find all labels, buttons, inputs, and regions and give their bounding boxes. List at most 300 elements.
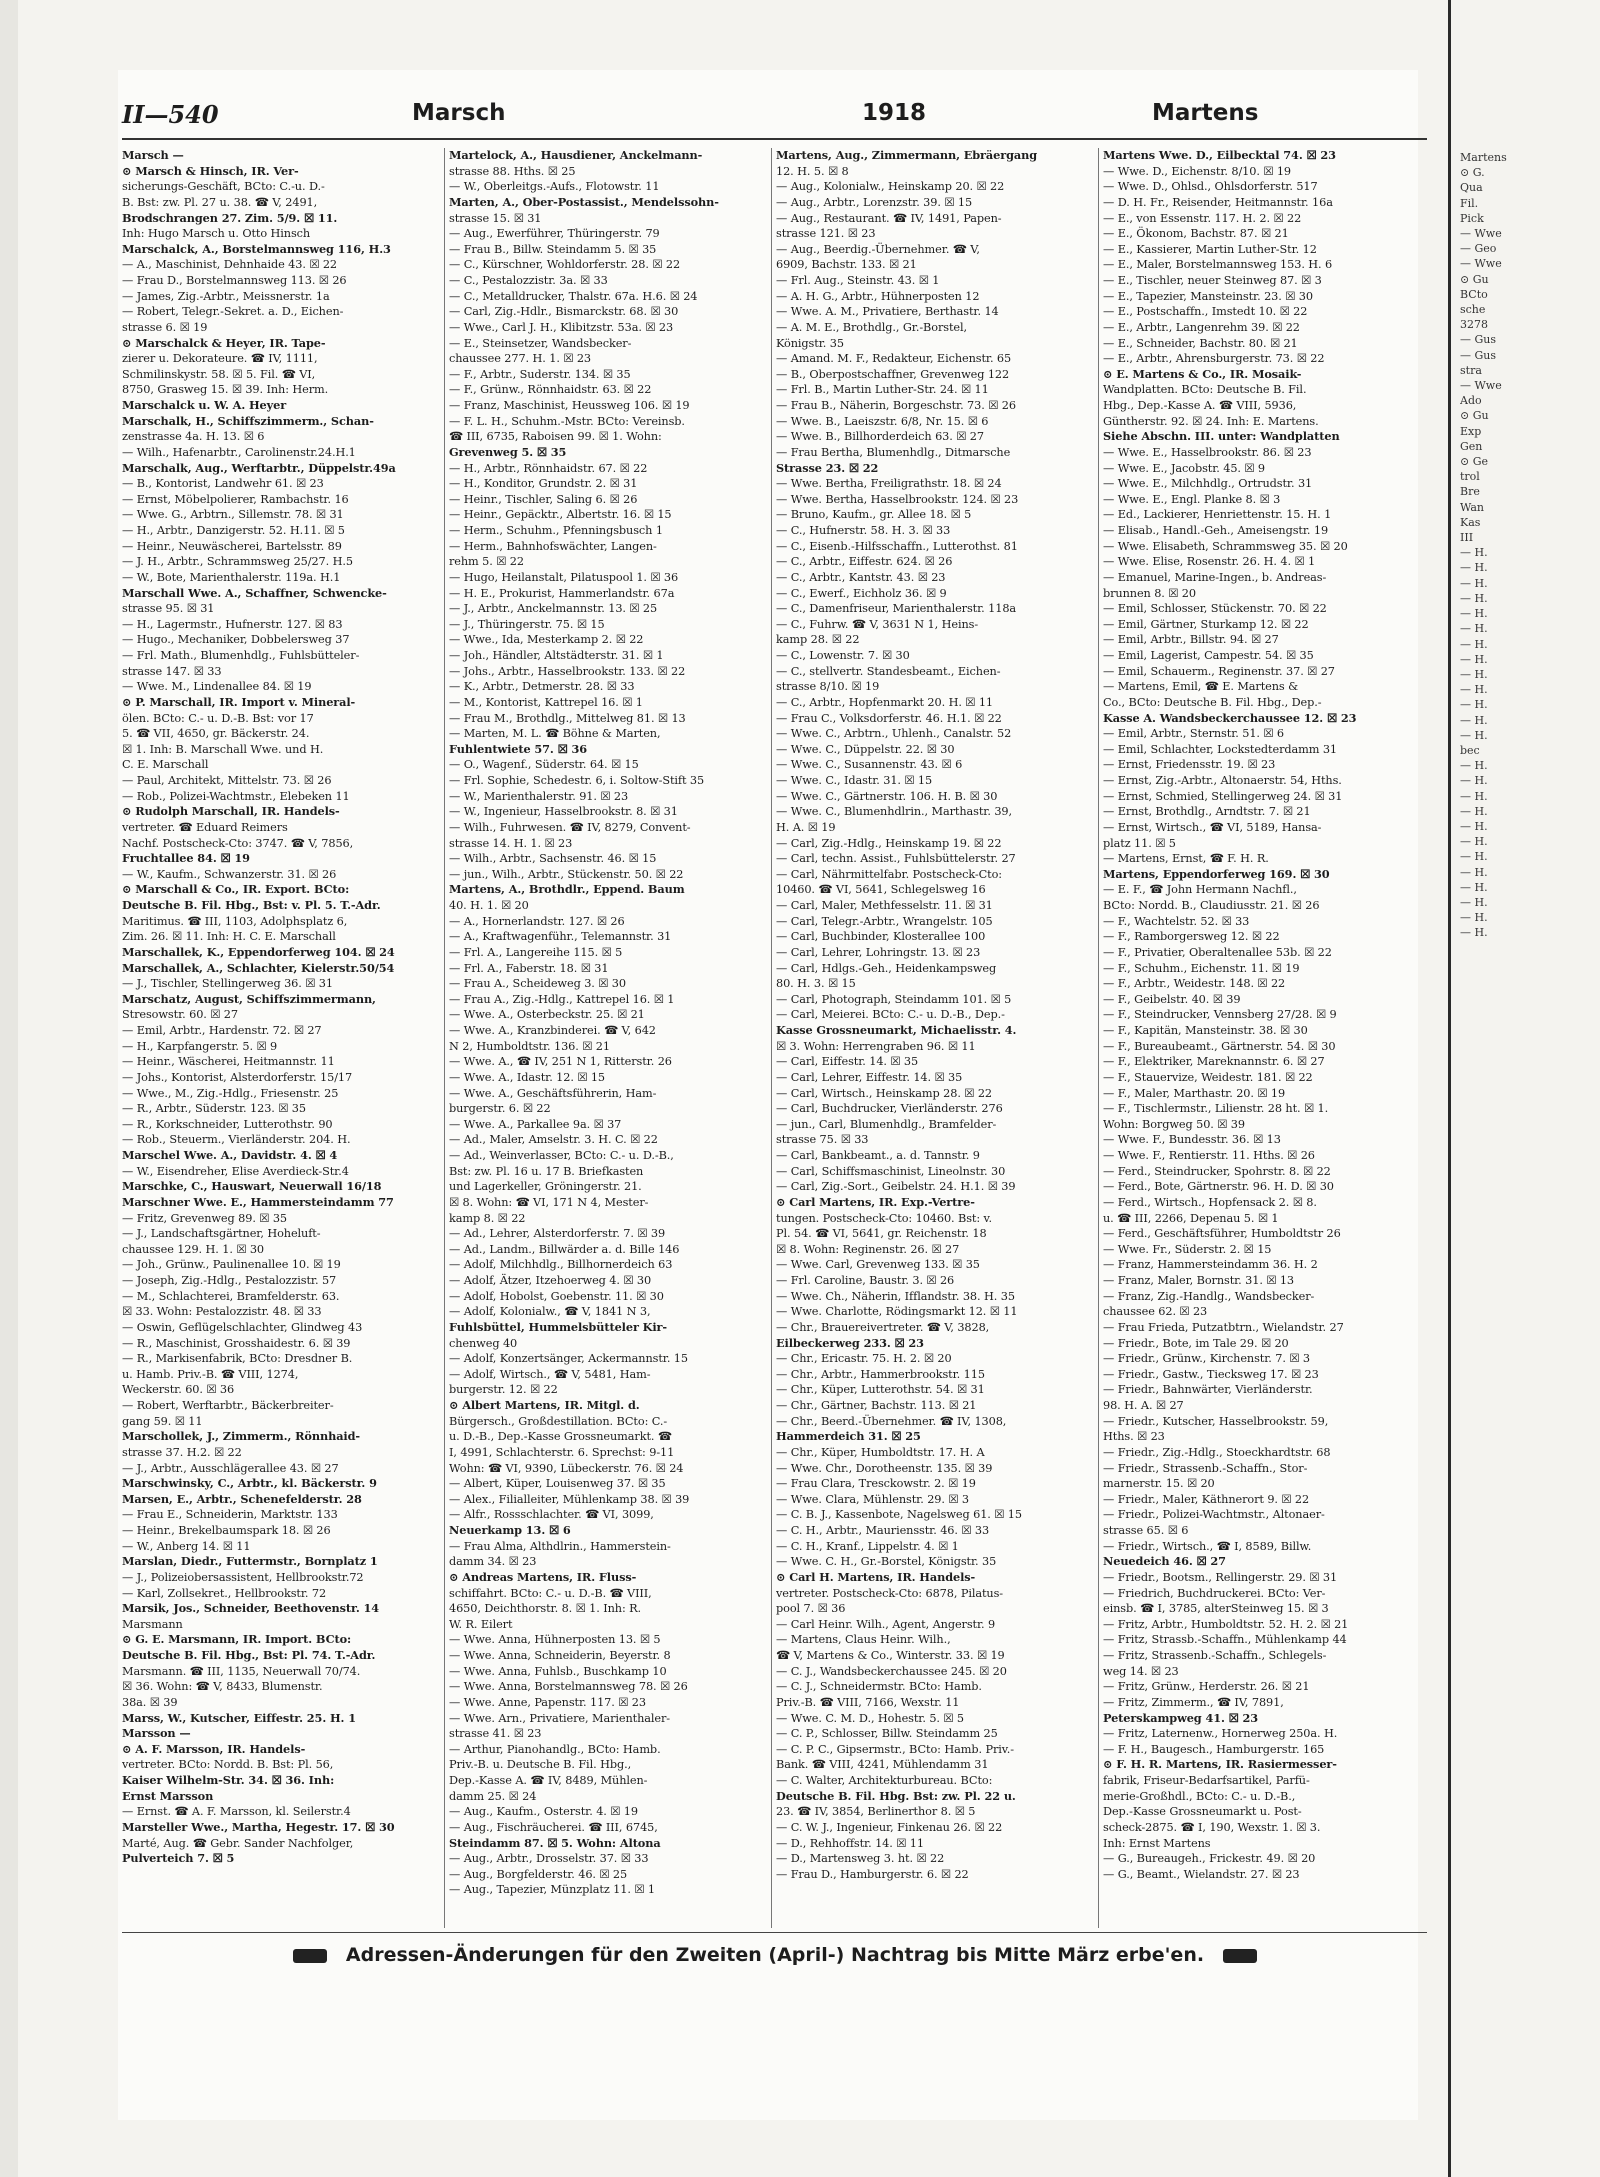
- directory-entry: Marté, Aug. ☎ Gebr. Sander Nachfolger,: [122, 1836, 354, 1850]
- directory-entry: Siehe Abschn. III. unter: Wandplatten: [1103, 429, 1340, 444]
- directory-entry: Kaiser Wilhelm-Str. 34. ☒ 36. Inh:: [122, 1773, 335, 1787]
- directory-entry: — C. H., Kranf., Lippelstr. 4. ☒ 1: [776, 1539, 959, 1553]
- directory-entry: — Amand. M. F., Redakteur, Eichenstr. 65: [776, 352, 1012, 366]
- directory-entry: — J., Polizeiobersassistent, Hellbrookstr.72: [122, 1570, 364, 1584]
- directory-entry: Brodschrangen 27. Zim. 5/9. ☒ 11.: [122, 210, 338, 225]
- directory-entry: — D., Martensweg 3. ht. ☒ 22: [776, 1852, 945, 1866]
- directory-entry: — Wwe. E., Milchhdlg., Ortrudstr. 31: [1103, 477, 1313, 491]
- directory-entry: — Friedr., Gastw., Tiecksweg 17. ☒ 23: [1103, 1367, 1319, 1381]
- directory-entry: — C., Arbtr., Eiffestr. 624. ☒ 26: [776, 555, 953, 569]
- pointing-hand-icon: [293, 1949, 327, 1963]
- directory-entry: — Carl, Buchbinder, Klosterallee 100: [776, 930, 986, 944]
- directory-entry: — D. H. Fr., Reisender, Heitmannstr. 16a: [1103, 195, 1333, 209]
- directory-entry: — Wwe. C., Gärtnerstr. 106. H. B. ☒ 30: [776, 789, 998, 803]
- directory-entry: — C. P., Schlosser, Billw. Steindamm 25: [776, 1727, 998, 1741]
- directory-entry: Fuhlentwiete 57. ☒ 36: [449, 741, 587, 756]
- next-page-entry: — H.: [1460, 607, 1488, 621]
- directory-entry: — Frl. Sophie, Schedestr. 6, i. Soltow-Stift 35: [449, 774, 705, 787]
- directory-entry: ⊙ G. E. Marsmann, IR. Import. BCto:: [122, 1632, 352, 1647]
- directory-entry: — Franz, Maschinist, Heussweg 106. ☒ 19: [449, 399, 690, 412]
- directory-entry: brunnen 8. ☒ 20: [1103, 586, 1196, 600]
- directory-entry: — Fritz, Zimmerm., ☎ IV, 7891,: [1103, 1695, 1284, 1709]
- directory-entry: schiffahrt. BCto: C.- u. D.-B. ☎ VIII,: [449, 1586, 652, 1600]
- directory-entry: Wandplatten. BCto: Deutsche B. Fil.: [1103, 383, 1307, 397]
- directory-entry: — J., Arbtr., Ausschlägerallee 43. ☒ 27: [122, 1461, 339, 1475]
- directory-entry: — Albert, Küper, Louisenweg 37. ☒ 35: [449, 1477, 666, 1491]
- year: 1918: [862, 100, 927, 126]
- directory-entry: strasse 37. H.2. ☒ 22: [122, 1445, 242, 1459]
- directory-entry: Bürgersch., Großdestillation. BCto: C.-: [449, 1414, 668, 1428]
- directory-entry: — Wilh., Fuhrwesen. ☎ IV, 8279, Convent-: [449, 820, 691, 834]
- directory-entry: — Wwe. Elisabeth, Schrammsweg 35. ☒ 20: [1103, 539, 1348, 553]
- next-page-entry: — Wwe: [1460, 379, 1502, 393]
- directory-entry: — C. P. C., Gipsermstr., BCto: Hamb. Priv.-: [776, 1742, 1014, 1756]
- directory-entry: — E., Arbtr., Ahrensburgerstr. 73. ☒ 22: [1103, 352, 1325, 366]
- directory-entry: ⊙ P. Marschall, IR. Import v. Mineral-: [122, 694, 356, 709]
- directory-entry: — Frau D., Borstelmannsweg 113. ☒ 26: [122, 274, 347, 287]
- directory-entry: — Friedr., Bootsm., Rellingerstr. 29. ☒ 31: [1103, 1570, 1338, 1584]
- directory-entry: — Aug., Tapezier, Münzplatz 11. ☒ 1: [449, 1883, 655, 1897]
- directory-entry: — Frl. Aug., Steinstr. 43. ☒ 1: [776, 274, 940, 287]
- directory-entry: — Aug., Arbtr., Drosselstr. 37. ☒ 33: [449, 1852, 649, 1866]
- directory-entry: — C., Kürschner, Wohldorferstr. 28. ☒ 22: [449, 258, 681, 272]
- directory-entry: — Wwe., M., Zig.-Hdlg., Friesenstr. 25: [122, 1086, 339, 1100]
- directory-entry: — F., Arbtr., Suderstr. 134. ☒ 35: [449, 367, 631, 381]
- directory-entry: Marschallek, A., Schlachter, Kielerstr.50/54: [122, 960, 395, 975]
- directory-entry: strasse 95. ☒ 31: [122, 602, 215, 616]
- directory-entry: — Emil, Lagerist, Campestr. 54. ☒ 35: [1103, 649, 1314, 662]
- directory-entry: ⊙ Carl H. Martens, IR. Handels-: [776, 1569, 976, 1584]
- directory-entry: — J., Arbtr., Anckelmannstr. 13. ☒ 25: [449, 602, 658, 616]
- directory-entry: rehm 5. ☒ 22: [449, 555, 524, 569]
- next-page-entry: — Wwe: [1460, 227, 1502, 241]
- directory-entry: — F., Geibelstr. 40. ☒ 39: [1103, 992, 1241, 1006]
- directory-entry: — Carl, Buchdrucker, Vierländerstr. 276: [776, 1102, 1003, 1116]
- directory-entry: — Robert, Werftarbtr., Bäckerbreiter-: [122, 1399, 334, 1412]
- directory-entry: strasse 121. ☒ 23: [776, 227, 876, 241]
- directory-entry: — Aug., Restaurant. ☎ IV, 1491, Papen-: [776, 211, 1002, 225]
- directory-entry: — Franz, Maler, Bornstr. 31. ☒ 13: [1103, 1274, 1295, 1287]
- directory-entry: — Carl, Wirtsch., Heinskamp 28. ☒ 22: [776, 1086, 992, 1100]
- directory-entry: Inh: Ernst Martens: [1103, 1836, 1211, 1850]
- directory-entry: — Frl. A., Faberstr. 18. ☒ 31: [449, 961, 609, 975]
- directory-entry: chenweg 40: [449, 1336, 518, 1350]
- directory-entry: Marschalk, H., Schiffszimmerm., Schan-: [122, 413, 374, 428]
- directory-entry: — Wwe. Anna, Schneiderin, Beyerstr. 8: [449, 1649, 671, 1662]
- directory-entry: — F., Elektriker, Mareknannstr. 6. ☒ 27: [1103, 1055, 1325, 1069]
- directory-entry: — E., Kassierer, Martin Luther-Str. 12: [1103, 242, 1317, 256]
- directory-entry: — Emil, Arbtr., Hardenstr. 72. ☒ 27: [122, 1024, 322, 1037]
- directory-entry: — J. H., Arbtr., Schrammsweg 25/27. H.5: [122, 555, 353, 569]
- next-page-entry: — H.: [1460, 546, 1488, 560]
- directory-entry: — Ferd., Bote, Gärtnerstr. 96. H. D. ☒ 30: [1103, 1180, 1334, 1194]
- directory-entry: — Emil, Arbtr., Sternstr. 51. ☒ 6: [1103, 727, 1284, 741]
- next-page-entry: III: [1460, 531, 1474, 545]
- pointing-hand-icon: [1223, 1949, 1257, 1963]
- directory-entry: BCto: Nordd. B., Claudiusstr. 21. ☒ 26: [1103, 899, 1320, 912]
- directory-entry: burgerstr. 12. ☒ 22: [449, 1383, 558, 1397]
- directory-entry: — Ad., Landm., Billwärder a. d. Bille 146: [449, 1242, 680, 1256]
- directory-entry: Dep.-Kasse Grossneumarkt u. Post-: [1103, 1805, 1302, 1819]
- directory-entry: — Wwe. C. M. D., Hohestr. 5. ☒ 5: [776, 1711, 965, 1725]
- directory-entry: — E., Postschaffn., Imstedt 10. ☒ 22: [1103, 305, 1308, 319]
- directory-entry: u. ☎ III, 2266, Depenau 5. ☒ 1: [1103, 1211, 1279, 1225]
- directory-entry: ⊙ Marschall & Co., IR. Export. BCto:: [122, 882, 350, 897]
- right-keyword: Martens: [1152, 100, 1259, 126]
- directory-entry: — F., Steindrucker, Vennsberg 27/28. ☒ 9: [1103, 1008, 1337, 1022]
- next-page-entry: ⊙ Gu: [1460, 409, 1489, 423]
- directory-entry: — C. Walter, Architekturbureau. BCto:: [776, 1774, 993, 1787]
- directory-entry: — Carl, Telegr.-Arbtr., Wrangelstr. 105: [776, 914, 993, 928]
- directory-entry: — F., Tischlermstr., Lilienstr. 28 ht. ☒ 1.: [1103, 1102, 1329, 1116]
- directory-entry: — Chr., Brauereivertreter. ☎ V, 3828,: [776, 1320, 990, 1334]
- directory-entry: — Wwe. Charlotte, Rödingsmarkt 12. ☒ 11: [776, 1305, 1018, 1319]
- directory-entry: — Carl, Hdlgs.-Geh., Heidenkampsweg: [776, 961, 997, 975]
- directory-entry: — H., Karpfangerstr. 5. ☒ 9: [122, 1039, 278, 1053]
- directory-entry: Hammerdeich 31. ☒ 25: [776, 1429, 921, 1444]
- directory-entry: — Chr., Beerd.-Übernehmer. ☎ IV, 1308,: [776, 1414, 1007, 1428]
- directory-entry: — Carl, Zig.-Hdlr., Bismarckstr. 68. ☒ 30: [449, 305, 679, 319]
- next-page-entry: — Geo: [1460, 242, 1497, 256]
- column-divider: [771, 148, 772, 1928]
- directory-entry: Bst: zw. Pl. 16 u. 17 B. Briefkasten: [449, 1164, 644, 1178]
- directory-entry: — F., Privatier, Oberaltenallee 53b. ☒ 22: [1103, 945, 1332, 959]
- directory-entry: — Wwe. A., Idastr. 12. ☒ 15: [449, 1070, 606, 1084]
- next-page-entry: — H.: [1460, 850, 1488, 864]
- directory-entry: Marsch —: [122, 148, 184, 162]
- directory-entry: — W., Oberleitgs.-Aufs., Flotowstr. 11: [449, 180, 660, 194]
- directory-entry: Martens Wwe. D., Eilbecktal 74. ☒ 23: [1103, 148, 1336, 162]
- directory-entry: — jun., Carl, Blumenhdlg., Bramfelder-: [776, 1117, 997, 1131]
- directory-entry: W. R. Eilert: [449, 1617, 513, 1631]
- next-page-entry: Martens: [1460, 151, 1507, 164]
- directory-entry: ☒ 3. Wohn: Herrengraben 96. ☒ 11: [776, 1039, 976, 1053]
- directory-entry: ☒ 33. Wohn: Pestalozzistr. 48. ☒ 33: [122, 1305, 322, 1319]
- directory-entry: — Adolf, Ätzer, Itzehoerweg 4. ☒ 30: [449, 1274, 652, 1287]
- directory-entry: — D., Rehhoffstr. 14. ☒ 11: [776, 1836, 924, 1850]
- directory-entry: — Friedr., Strassenb.-Schaffn., Stor-: [1103, 1461, 1308, 1475]
- directory-entry: Martens, Aug., Zimmermann, Ebräergang: [776, 148, 1037, 162]
- directory-entry: Fruchtallee 84. ☒ 19: [122, 851, 250, 866]
- directory-entry: 23. ☎ IV, 3854, Berlinerthor 8. ☒ 5: [776, 1805, 976, 1819]
- directory-entry: u. D.-B., Dep.-Kasse Grossneumarkt. ☎: [449, 1430, 672, 1444]
- directory-entry: chaussee 129. H. 1. ☒ 30: [122, 1242, 265, 1256]
- directory-entry: Kasse Grossneumarkt, Michaelisstr. 4.: [776, 1023, 1017, 1037]
- directory-entry: — Wwe. D., Eichenstr. 8/10. ☒ 19: [1103, 164, 1292, 178]
- directory-entry: — Ernst, Möbelpolierer, Rambachstr. 16: [122, 492, 349, 506]
- directory-entry: — Hugo, Heilanstalt, Pilatuspool 1. ☒ 36: [449, 570, 679, 584]
- directory-entry: — Carl Heinr. Wilh., Agent, Angerstr. 9: [776, 1617, 996, 1631]
- directory-entry: Weckerstr. 60. ☒ 36: [122, 1383, 235, 1397]
- directory-entry: tungen. Postscheck-Cto: 10460. Bst: v.: [776, 1211, 992, 1225]
- directory-entry: — Wwe. Anna, Borstelmannsweg 78. ☒ 26: [449, 1680, 688, 1694]
- directory-entry: gang 59. ☒ 11: [122, 1414, 203, 1428]
- directory-entry: Neuerkamp 13. ☒ 6: [449, 1523, 571, 1537]
- directory-entry: — Wwe. M., Lindenallee 84. ☒ 19: [122, 680, 312, 694]
- directory-entry: — A., Kraftwagenführ., Telemannstr. 31: [449, 930, 672, 944]
- directory-entry: Martens, Eppendorferweg 169. ☒ 30: [1103, 866, 1330, 881]
- directory-entry: — Wwe. Fr., Süderstr. 2. ☒ 15: [1103, 1242, 1272, 1256]
- directory-entry: Marschel Wwe. A., Davidstr. 4. ☒ 4: [122, 1148, 338, 1162]
- directory-entry: und Lagerkeller, Gröningerstr. 21.: [449, 1180, 642, 1194]
- scan-edge: [0, 0, 18, 2177]
- directory-entry: — C., Ewerf., Eichholz 36. ☒ 9: [776, 586, 947, 600]
- directory-entry: — E., von Essenstr. 117. H. 2. ☒ 22: [1103, 211, 1302, 225]
- left-keyword: Marsch: [412, 100, 506, 126]
- directory-entry: — Aug., Fischräucherei. ☎ III, 6745,: [449, 1820, 658, 1834]
- directory-entry: Inh: Hugo Marsch u. Otto Hinsch: [122, 227, 311, 241]
- directory-entry: — Frau Alma, Althdlrin., Hammerstein-: [449, 1539, 671, 1553]
- directory-entry: Marsmann. ☎ III, 1135, Neuerwall 70/74.: [122, 1664, 361, 1678]
- directory-entry: — Frau Clara, Tresckowstr. 2. ☒ 19: [776, 1477, 976, 1491]
- header-rule: [122, 138, 1427, 140]
- next-page-entry: — H.: [1460, 637, 1488, 651]
- directory-entry: — Wwe. Elise, Rosenstr. 26. H. 4. ☒ 1: [1103, 555, 1316, 569]
- directory-entry: — E., Maler, Borstelmannsweg 153. H. 6: [1103, 258, 1333, 272]
- directory-entry: ⊙ Carl Martens, IR. Exp.-Vertre-: [776, 1194, 975, 1209]
- directory-entry: — Frau B., Näherin, Borgeschstr. 73. ☒ 26: [776, 399, 1016, 412]
- directory-entry: C. E. Marschall: [122, 758, 209, 772]
- directory-entry: einsb. ☎ I, 3785, alterSteinweg 15. ☒ 3: [1103, 1602, 1329, 1616]
- directory-entry: — Emil, Arbtr., Billstr. 94. ☒ 27: [1103, 633, 1279, 647]
- next-page-fragment: [1460, 150, 1600, 2100]
- directory-entry: — F., Arbtr., Weidestr. 148. ☒ 22: [1103, 977, 1286, 991]
- directory-entry: — A. M. E., Brothdlg., Gr.-Borstel,: [776, 320, 967, 334]
- column-divider: [444, 148, 445, 1928]
- directory-entry: Dep.-Kasse A. ☎ IV, 8489, Mühlen-: [449, 1774, 648, 1787]
- directory-entry: — Elisab., Handl.-Geh., Ameisengstr. 19: [1103, 524, 1329, 537]
- next-page-entry: — H.: [1460, 713, 1488, 727]
- directory-entry: — Carl, Bankbeamt., a. d. Tannstr. 9: [776, 1149, 980, 1162]
- directory-entry: — Wwe. C., Arbtrn., Uhlenh., Canalstr. 52: [776, 727, 1012, 741]
- directory-entry: kamp 8. ☒ 22: [449, 1211, 526, 1225]
- directory-entry: — Friedr., Kutscher, Hasselbrookstr. 59,: [1103, 1414, 1329, 1428]
- directory-entry: — Chr., Arbtr., Hammerbrookstr. 115: [776, 1367, 985, 1381]
- directory-entry: — F., Bureaubeamt., Gärtnerstr. 54. ☒ 30: [1103, 1039, 1336, 1053]
- directory-entry: — Carl, Maler, Methfesselstr. 11. ☒ 31: [776, 899, 993, 912]
- directory-entry: — Aug., Kolonialw., Heinskamp 20. ☒ 22: [776, 180, 1005, 194]
- directory-entry: — A., Maschinist, Dehnhaide 43. ☒ 22: [122, 258, 338, 272]
- next-page-entry: — H.: [1460, 622, 1488, 636]
- directory-entry: Marsik, Jos., Schneider, Beethovenstr. 14: [122, 1601, 380, 1616]
- next-page-entry: 3278: [1460, 318, 1488, 332]
- directory-entry: ⊙ E. Martens & Co., IR. Mosaik-: [1103, 366, 1302, 381]
- next-page-entry: ⊙ G.: [1460, 166, 1485, 180]
- directory-entry: burgerstr. 6. ☒ 22: [449, 1102, 551, 1116]
- directory-entry: 40. H. 1. ☒ 20: [449, 899, 529, 912]
- directory-entry: — Ad., Maler, Amselstr. 3. H. C. ☒ 22: [449, 1133, 658, 1147]
- directory-entry: — C., stellvertr. Standesbeamt., Eichen-: [776, 664, 1001, 678]
- directory-entry: strasse 65. ☒ 6: [1103, 1524, 1189, 1537]
- next-page-entry: — H.: [1460, 865, 1488, 879]
- directory-entry: 80. H. 3. ☒ 15: [776, 977, 856, 991]
- next-page-entry: Gen: [1460, 439, 1483, 453]
- directory-entry: — Ad., Lehrer, Alsterdorferstr. 7. ☒ 39: [449, 1227, 666, 1241]
- directory-entry: ☎ V, Martens & Co., Winterstr. 33. ☒ 19: [776, 1649, 1005, 1662]
- footer-notice: [250, 1944, 1300, 1978]
- next-page-entry: — H.: [1460, 667, 1488, 681]
- directory-entry: — Fritz, Grevenweg 89. ☒ 35: [122, 1211, 287, 1225]
- directory-entry: 8750, Grasweg 15. ☒ 39. Inh: Herm.: [122, 383, 329, 397]
- next-page-entry: Bre: [1460, 485, 1480, 499]
- directory-entry: damm 34. ☒ 23: [449, 1555, 537, 1569]
- directory-entry: — F., Wachtelstr. 52. ☒ 33: [1103, 914, 1250, 928]
- directory-entry: — Wwe. Clara, Mühlenstr. 29. ☒ 3: [776, 1492, 969, 1506]
- directory-entry: — Johs., Arbtr., Hasselbrookstr. 133. ☒ 22: [449, 664, 686, 678]
- directory-entry: — Wwe. Carl, Grevenweg 133. ☒ 35: [776, 1258, 980, 1272]
- directory-entry: — Wwe., Carl J. H., Klibitzstr. 53a. ☒ 23: [449, 320, 674, 334]
- directory-entry: — Paul, Architekt, Mittelstr. 73. ☒ 26: [122, 774, 332, 787]
- directory-entry: — E., Arbtr., Langenrehm 39. ☒ 22: [1103, 320, 1300, 334]
- next-page-entry: sche: [1460, 303, 1486, 317]
- directory-entry: — Wwe. D., Ohlsd., Ohlsdorferstr. 517: [1103, 180, 1318, 194]
- directory-entry: B. Bst: zw. Pl. 27 u. 38. ☎ V, 2491,: [122, 195, 318, 209]
- directory-entry: Marschalck u. W. A. Heyer: [122, 398, 287, 412]
- directory-entry: — Hugo., Mechaniker, Dobbelersweg 37: [122, 633, 350, 647]
- directory-entry: — R., Korkschneider, Lutterothstr. 90: [122, 1117, 333, 1131]
- directory-entry: u. Hamb. Priv.-B. ☎ VIII, 1274,: [122, 1367, 299, 1381]
- directory-entry: N 2, Humboldtstr. 136. ☒ 21: [449, 1039, 610, 1053]
- directory-entry: Marschollek, J., Zimmerm., Rönnhaid-: [122, 1429, 360, 1444]
- directory-entry: — C. H., Arbtr., Mauriensstr. 46. ☒ 33: [776, 1524, 990, 1537]
- next-page-entry: Pick: [1460, 211, 1484, 225]
- directory-entry: — Heinr., Brekelbaumspark 18. ☒ 26: [122, 1524, 331, 1537]
- next-page-entry: — H.: [1460, 926, 1488, 940]
- directory-entry: — Franz, Zig.-Handlg., Wandsbecker-: [1103, 1289, 1315, 1303]
- directory-entry: fabrik, Friseur-Bedarfsartikel, Parfü-: [1103, 1774, 1310, 1787]
- directory-entry: — Aug., Ewerführer, Thüringerstr. 79: [449, 227, 660, 241]
- directory-columns: [122, 148, 1427, 1928]
- directory-entry: — Franz, Hammersteindamm 36. H. 2: [1103, 1258, 1318, 1272]
- directory-entry: Marsmann: [122, 1617, 183, 1631]
- footer-rule: [122, 1932, 1427, 1933]
- binding-rule: [1448, 0, 1451, 2177]
- directory-entry: — Wwe. Bertha, Hasselbrookstr. 124. ☒ 23: [776, 492, 1019, 506]
- directory-entry: ⊙ A. F. Marsson, IR. Handels-: [122, 1741, 306, 1756]
- directory-entry: — E., Schneider, Bachstr. 80. ☒ 21: [1103, 336, 1298, 350]
- directory-entry: ☎ III, 6735, Raboisen 99. ☒ 1. Wohn:: [449, 430, 662, 444]
- directory-entry: 4650, Deichthorstr. 8. ☒ 1. Inh: R.: [449, 1602, 642, 1616]
- directory-entry: — James, Zig.-Arbtr., Meissnerstr. 1a: [122, 289, 330, 303]
- next-page-entry: — H.: [1460, 911, 1488, 925]
- directory-entry: — G., Bureaugeh., Frickestr. 49. ☒ 20: [1103, 1852, 1316, 1866]
- directory-entry: — Chr., Ericastr. 75. H. 2. ☒ 20: [776, 1352, 952, 1366]
- directory-entry: Güntherstr. 92. ☒ 24. Inh: E. Martens.: [1103, 414, 1319, 428]
- directory-entry: — Aug., Arbtr., Lorenzstr. 39. ☒ 15: [776, 195, 973, 209]
- directory-entry: — F. H., Baugesch., Hamburgerstr. 165: [1103, 1742, 1325, 1756]
- directory-entry: Marschalck, A., Borstelmannsweg 116, H.3: [122, 241, 391, 256]
- directory-entry: — Joh., Grünw., Paulinenallee 10. ☒ 19: [122, 1258, 341, 1272]
- next-page-entry: — H.: [1460, 880, 1488, 894]
- directory-entry: — R., Markisenfabrik, BCto: Dresdner B.: [122, 1352, 353, 1366]
- directory-entry: — Frau A., Scheideweg 3. ☒ 30: [449, 977, 626, 991]
- directory-entry: chaussee 277. H. 1. ☒ 23: [449, 352, 592, 366]
- directory-entry: marnerstr. 15. ☒ 20: [1103, 1477, 1215, 1491]
- directory-entry: — Adolf, Wirtsch., ☎ V, 5481, Ham-: [449, 1367, 651, 1381]
- directory-entry: — Arthur, Pianohandlg., BCto: Hamb.: [449, 1742, 661, 1756]
- directory-entry: — H., Arbtr., Danzigerstr. 52. H.11. ☒ 5: [122, 524, 345, 537]
- next-page-entry: BCto: [1460, 287, 1488, 301]
- directory-entry: sicherungs-Geschäft, BCto: C.-u. D.-: [122, 180, 325, 194]
- directory-entry: Priv.-B. u. Deutsche B. Fil. Hbg.,: [449, 1758, 632, 1772]
- directory-entry: — J., Tischler, Stellingerweg 36. ☒ 31: [122, 977, 333, 991]
- directory-entry: Marschatz, August, Schiffszimmermann,: [122, 991, 376, 1006]
- directory-entry: — Wwe. Ch., Näherin, Ifflandstr. 38. H. 35: [776, 1289, 1015, 1303]
- directory-entry: — Chr., Küper, Lutterothstr. 54. ☒ 31: [776, 1383, 985, 1397]
- directory-entry: — Wwe. Anne, Papenstr. 117. ☒ 23: [449, 1695, 646, 1709]
- directory-entry: Pl. 54. ☎ VI, 5641, gr. Reichenstr. 18: [776, 1227, 987, 1241]
- directory-entry: 38a. ☒ 39: [122, 1695, 178, 1709]
- next-page-entry: Wan: [1460, 500, 1484, 514]
- directory-entry: — jun., Wilh., Arbtr., Stückenstr. 50. ☒ 22: [449, 867, 684, 881]
- directory-entry: — F., Grünw., Rönnhaidstr. 63. ☒ 22: [449, 383, 652, 397]
- directory-entry: Marsen, E., Arbtr., Schenefelderstr. 28: [122, 1491, 362, 1506]
- directory-entry: Martelock, A., Hausdiener, Anckelmann-: [449, 148, 703, 162]
- next-page-entry: — H.: [1460, 819, 1488, 833]
- directory-entry: — Joseph, Zig.-Hdlg., Pestalozzistr. 57: [122, 1274, 337, 1287]
- next-page-entry: — H.: [1460, 759, 1488, 773]
- directory-entry: 98. H. A. ☒ 27: [1103, 1399, 1184, 1412]
- directory-entry: — J., Thüringerstr. 75. ☒ 15: [449, 617, 605, 631]
- directory-entry: — Frau B., Billw. Steindamm 5. ☒ 35: [449, 242, 657, 256]
- directory-entry: — Oswin, Geflügelschlachter, Glindweg 43: [122, 1320, 363, 1334]
- directory-entry: Steindamm 87. ☒ 5. Wohn: Altona: [449, 1835, 661, 1850]
- next-page-entry: Qua: [1460, 181, 1483, 195]
- next-page-entry: — Wwe: [1460, 257, 1502, 271]
- directory-entry: — C., Metalldrucker, Thalstr. 67a. H.6. ☒ 24: [449, 289, 698, 303]
- directory-entry: Martens, A., Brothdlr., Eppend. Baum: [449, 882, 685, 897]
- directory-entry: — Ernst, Zig.-Arbtr., Altonaerstr. 54, Hths.: [1103, 774, 1342, 787]
- directory-entry: — Wwe. A., Geschäftsführerin, Ham-: [449, 1086, 657, 1100]
- next-page-entry: stra: [1460, 363, 1482, 377]
- next-page-entry: Kas: [1460, 515, 1481, 529]
- directory-entry: — H., Konditor, Grundstr. 2. ☒ 31: [449, 477, 638, 491]
- next-page-entry: — H.: [1460, 895, 1488, 909]
- directory-entry: — E., Ökonom, Bachstr. 87. ☒ 21: [1103, 227, 1289, 241]
- directory-entry: Deutsche B. Fil. Hbg. Bst: zw. Pl. 22 u.: [776, 1788, 1016, 1803]
- directory-entry: — C., Arbtr., Kantstr. 43. ☒ 23: [776, 570, 946, 584]
- directory-entry: — Wwe. C., Düppelstr. 22. ☒ 30: [776, 742, 955, 756]
- directory-entry: — A., Hornerlandstr. 127. ☒ 26: [449, 914, 625, 928]
- directory-entry: Marss, W., Kutscher, Eiffestr. 25. H. 1: [122, 1710, 356, 1725]
- directory-entry: — Ferd., Geschäftsführer, Humboldtstr 26: [1103, 1227, 1341, 1241]
- directory-entry: Ernst Marsson: [122, 1788, 214, 1803]
- directory-entry: — R., Arbtr., Süderstr. 123. ☒ 35: [122, 1102, 306, 1116]
- directory-entry: — F., Maler, Marthastr. 20. ☒ 19: [1103, 1086, 1286, 1100]
- directory-entry: — Wwe., Ida, Mesterkamp 2. ☒ 22: [449, 633, 644, 647]
- directory-entry: Stresowstr. 60. ☒ 27: [122, 1008, 238, 1022]
- directory-entry: — Wwe. Anna, Fuhlsb., Buschkamp 10: [449, 1664, 667, 1678]
- directory-entry: — Herm., Schuhm., Pfenningsbusch 1: [449, 524, 663, 537]
- directory-entry: — Alex., Filialleiter, Mühlenkamp 38. ☒ 39: [449, 1492, 690, 1506]
- directory-entry: — Ferd., Steindrucker, Spohrstr. 8. ☒ 22: [1103, 1164, 1331, 1178]
- directory-entry: ⊙ Marsch & Hinsch, IR. Ver-: [122, 163, 299, 178]
- directory-entry: Grevenweg 5. ☒ 35: [449, 444, 567, 459]
- directory-entry: Marten, A., Ober-Postassist., Mendelssohn-: [449, 194, 719, 209]
- directory-entry: — Robert, Telegr.-Sekret. a. D., Eichen-: [122, 305, 344, 319]
- next-page-entry: — H.: [1460, 591, 1488, 605]
- directory-entry: — Bruno, Kaufm., gr. Allee 18. ☒ 5: [776, 508, 972, 522]
- column-4: [1103, 148, 1421, 1928]
- directory-entry: — M., Schlachterei, Bramfelderstr. 63.: [122, 1289, 340, 1303]
- next-page-entry: — H.: [1460, 804, 1488, 818]
- directory-entry: Königstr. 35: [776, 336, 844, 350]
- directory-entry: — Wwe. B., Laeiszstr. 6/8, Nr. 15. ☒ 6: [776, 414, 989, 428]
- directory-entry: — Heinr., Tischler, Saling 6. ☒ 26: [449, 492, 638, 506]
- directory-entry: Marsteller Wwe., Martha, Hegestr. 17. ☒ 30: [122, 1819, 395, 1834]
- directory-entry: strasse 41. ☒ 23: [449, 1727, 542, 1741]
- directory-entry: — Aug., Borgfelderstr. 46. ☒ 25: [449, 1867, 628, 1881]
